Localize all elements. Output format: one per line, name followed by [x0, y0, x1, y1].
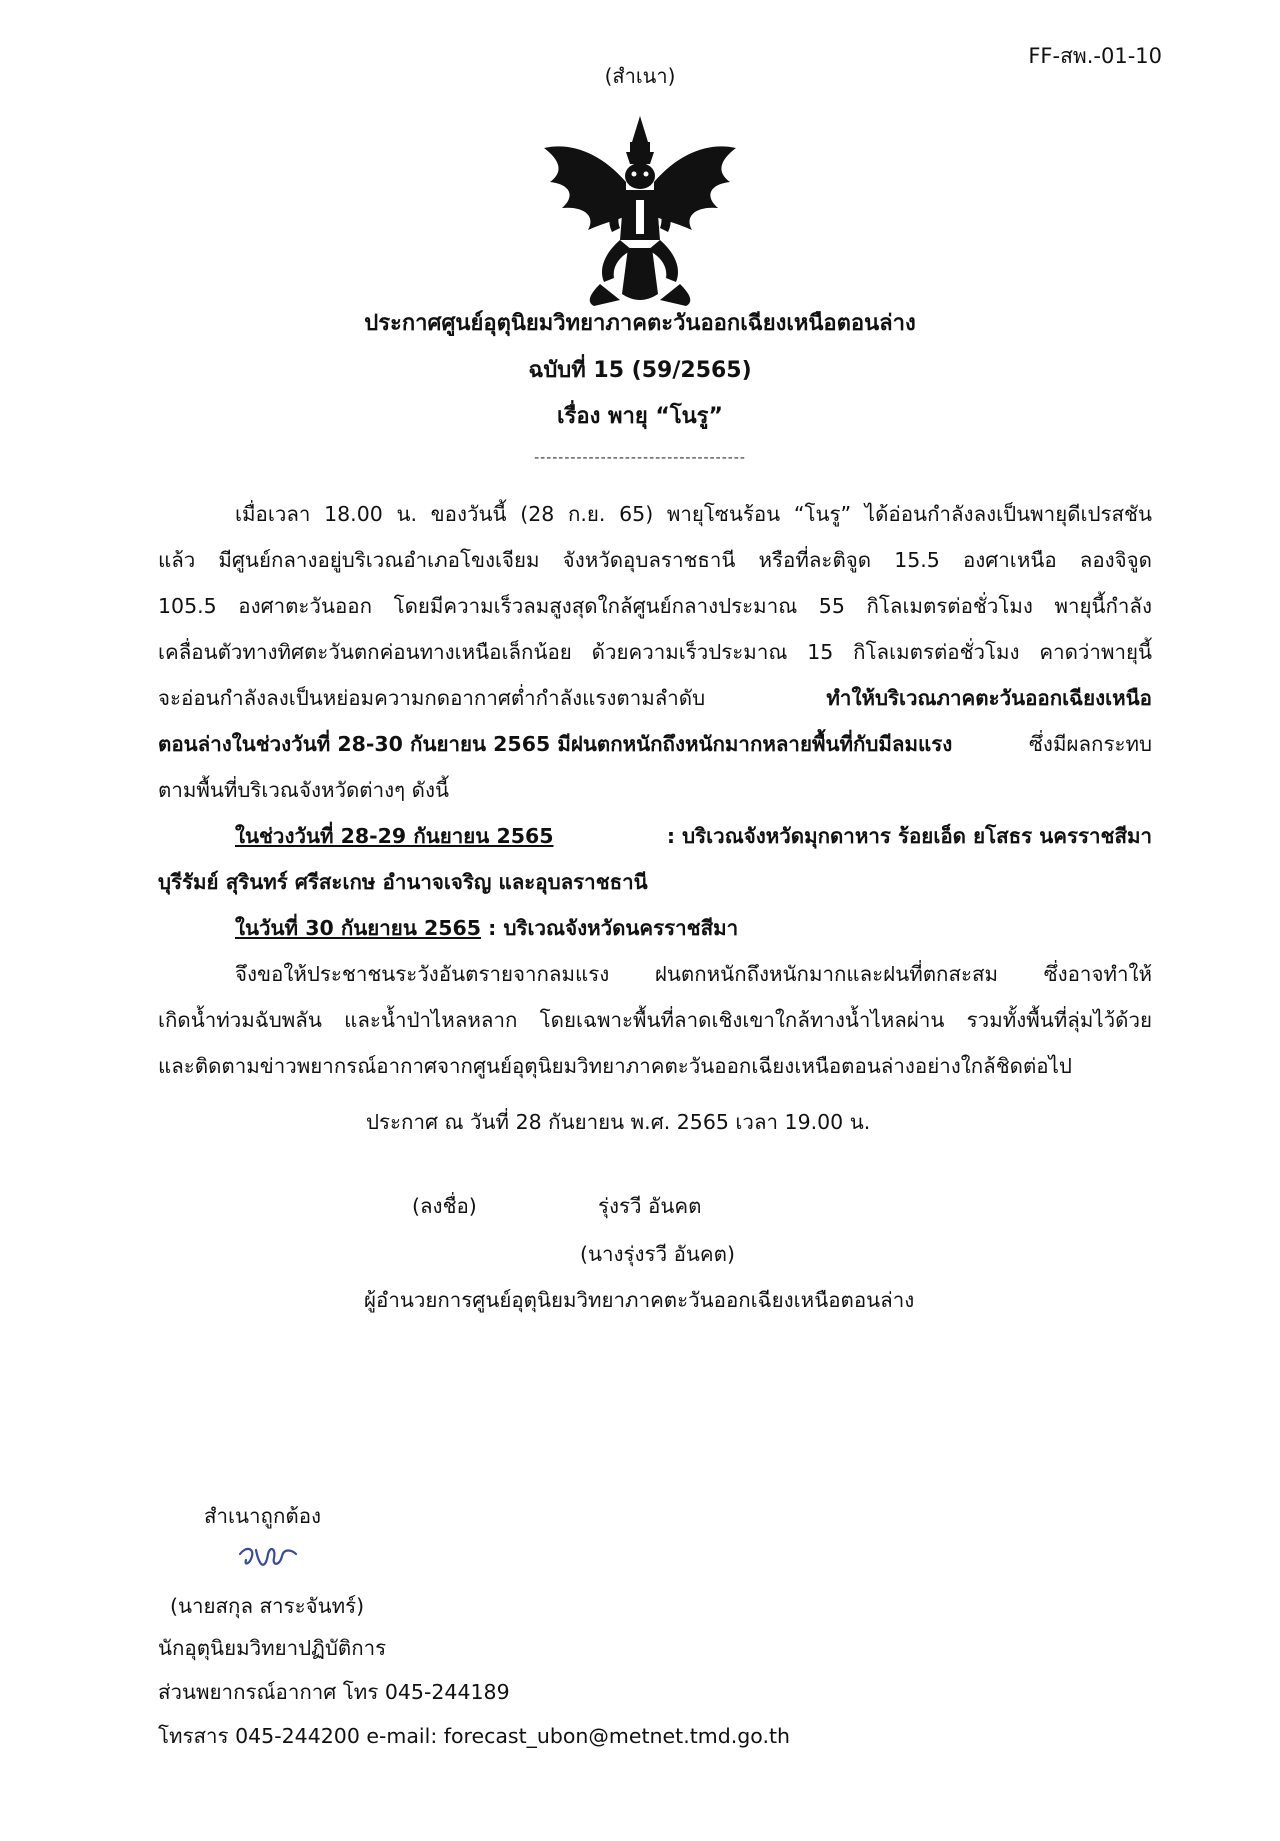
period-1	[235, 820, 1152, 853]
announcement-date: ประกาศ ณ วันที่ 28 กันยายน พ.ศ. 2565 เวลา 19.00 น.	[366, 1110, 871, 1134]
paragraph-line: 105.5 องศาตะวันออก โดยมีความเร็วลมสูงสุดใกล้ศูนย์กลางประมาณ 55 กิโลเมตรต่อชั่วโมง พายุนี้กำลัง	[158, 594, 1152, 618]
paragraph-text-bold: ตอนล่างในช่วงวันที่ 28-30 กันยายน 2565 มีฝนตกหนักถึงหนักมากหลายพื้นที่กับมีลมแรง	[158, 732, 953, 756]
signer-position: ผู้อำนวยการศูนย์อุตุนิยมวิทยาภาคตะวันออกเฉียงเหนือตอนล่าง	[364, 1288, 915, 1312]
paragraph-line: แล้ว มีศูนย์กลางอยู่บริเวณอำเภอโขงเจียม จังหวัดอุบลราชธานี หรือที่ละติจูด 15.5 องศาเหนือ ลองจิจูด	[158, 548, 1152, 572]
officer-name: (นายสกุล สาระจันทร์)	[170, 1594, 365, 1618]
paragraph-line: และติดตามข่าวพยากรณ์อากาศจากศูนย์อุตุนิยมวิทยาภาคตะวันออกเฉียงเหนือตอนล่างอย่างใกล้ชิดต่อไป	[158, 1054, 1072, 1078]
document-code: FF-สพ.-01-10	[1028, 44, 1162, 68]
signer-full-name: (นางรุ่งรวี อันคต)	[580, 1242, 735, 1266]
subject-line: เรื่อง พายุ “โนรู”	[557, 404, 723, 429]
paragraph-line: จึงขอให้ประชาชนระวังอันตรายจากลมแรง ฝนตกหนักถึงหนักมากและฝนที่ตกสะสม ซึ่งอาจทำให้	[235, 962, 1152, 986]
paragraph-text: ซึ่งมีผลกระทบ	[1029, 732, 1152, 756]
period-1-areas-cont: บุรีรัมย์ สุรินทร์ ศรีสะเกษ อำนาจเจริญ และอุบลราชธานี	[158, 870, 648, 894]
period-2	[235, 912, 1152, 945]
signer-name: รุ่งรวี อันคต	[598, 1194, 702, 1218]
paragraph-line	[158, 728, 1152, 761]
garuda-emblem-icon	[540, 112, 740, 308]
period-2-areas: : บริเวณจังหวัดนครราชสีมา	[481, 916, 739, 940]
paragraph-text: จะอ่อนกำลังลงเป็นหย่อมความกดอากาศต่ำกำลังแรงตามลำดับ	[158, 686, 706, 710]
period-1-areas: : บริเวณจังหวัดมุกดาหาร ร้อยเอ็ด ยโสธร นครราชสีมา	[666, 824, 1152, 848]
certified-copy-label: สำเนาถูกต้อง	[204, 1504, 322, 1528]
paragraph-line: เคลื่อนตัวทางทิศตะวันตกค่อนทางเหนือเล็กน้อย ด้วยความเร็วประมาณ 15 กิโลเมตรต่อชั่วโมง คาดว่าพายุนี้	[158, 640, 1152, 664]
copy-mark: (สำเนา)	[604, 64, 676, 88]
period-2-label: ในวันที่ 30 กันยายน 2565	[235, 916, 482, 940]
period-1-label: ในช่วงวันที่ 28-29 กันยายน 2565	[235, 824, 554, 848]
fax-email: โทรสาร 045-244200 e-mail: forecast_ubon@metnet.tmd.go.th	[158, 1724, 790, 1748]
division-phone: ส่วนพยากรณ์อากาศ โทร 045-244189	[158, 1680, 510, 1704]
issue-number: ฉบับที่ 15 (59/2565)	[528, 358, 752, 383]
paragraph-text-bold: ทำให้บริเวณภาคตะวันออกเฉียงเหนือ	[826, 686, 1152, 710]
sign-label: (ลงชื่อ)	[412, 1194, 477, 1218]
divider-rule: -----------------------------------	[534, 450, 746, 466]
paragraph-line: เมื่อเวลา 18.00 น. ของวันนี้ (28 ก.ย. 65) พายุโซนร้อน “โนรู” ได้อ่อนกำลังลงเป็นพายุดีเปรสชัน	[235, 502, 1152, 526]
paragraph-line: ตามพื้นที่บริเวณจังหวัดต่างๆ ดังนี้	[158, 778, 449, 802]
announcement-title: ประกาศศูนย์อุตุนิยมวิทยาภาคตะวันออกเฉียงเหนือตอนล่าง	[364, 311, 916, 336]
paragraph-line	[158, 682, 1152, 715]
officer-title: นักอุตุนิยมวิทยาปฏิบัติการ	[158, 1636, 387, 1660]
paragraph-line: เกิดน้ำท่วมฉับพลัน และน้ำป่าไหลหลาก โดยเฉพาะพื้นที่ลาดเชิงเขาใกล้ทางน้ำไหลผ่าน รวมทั้งพื้นที่ลุ่มไว้ด้วย	[158, 1008, 1152, 1032]
handwritten-signature-icon	[236, 1540, 300, 1576]
